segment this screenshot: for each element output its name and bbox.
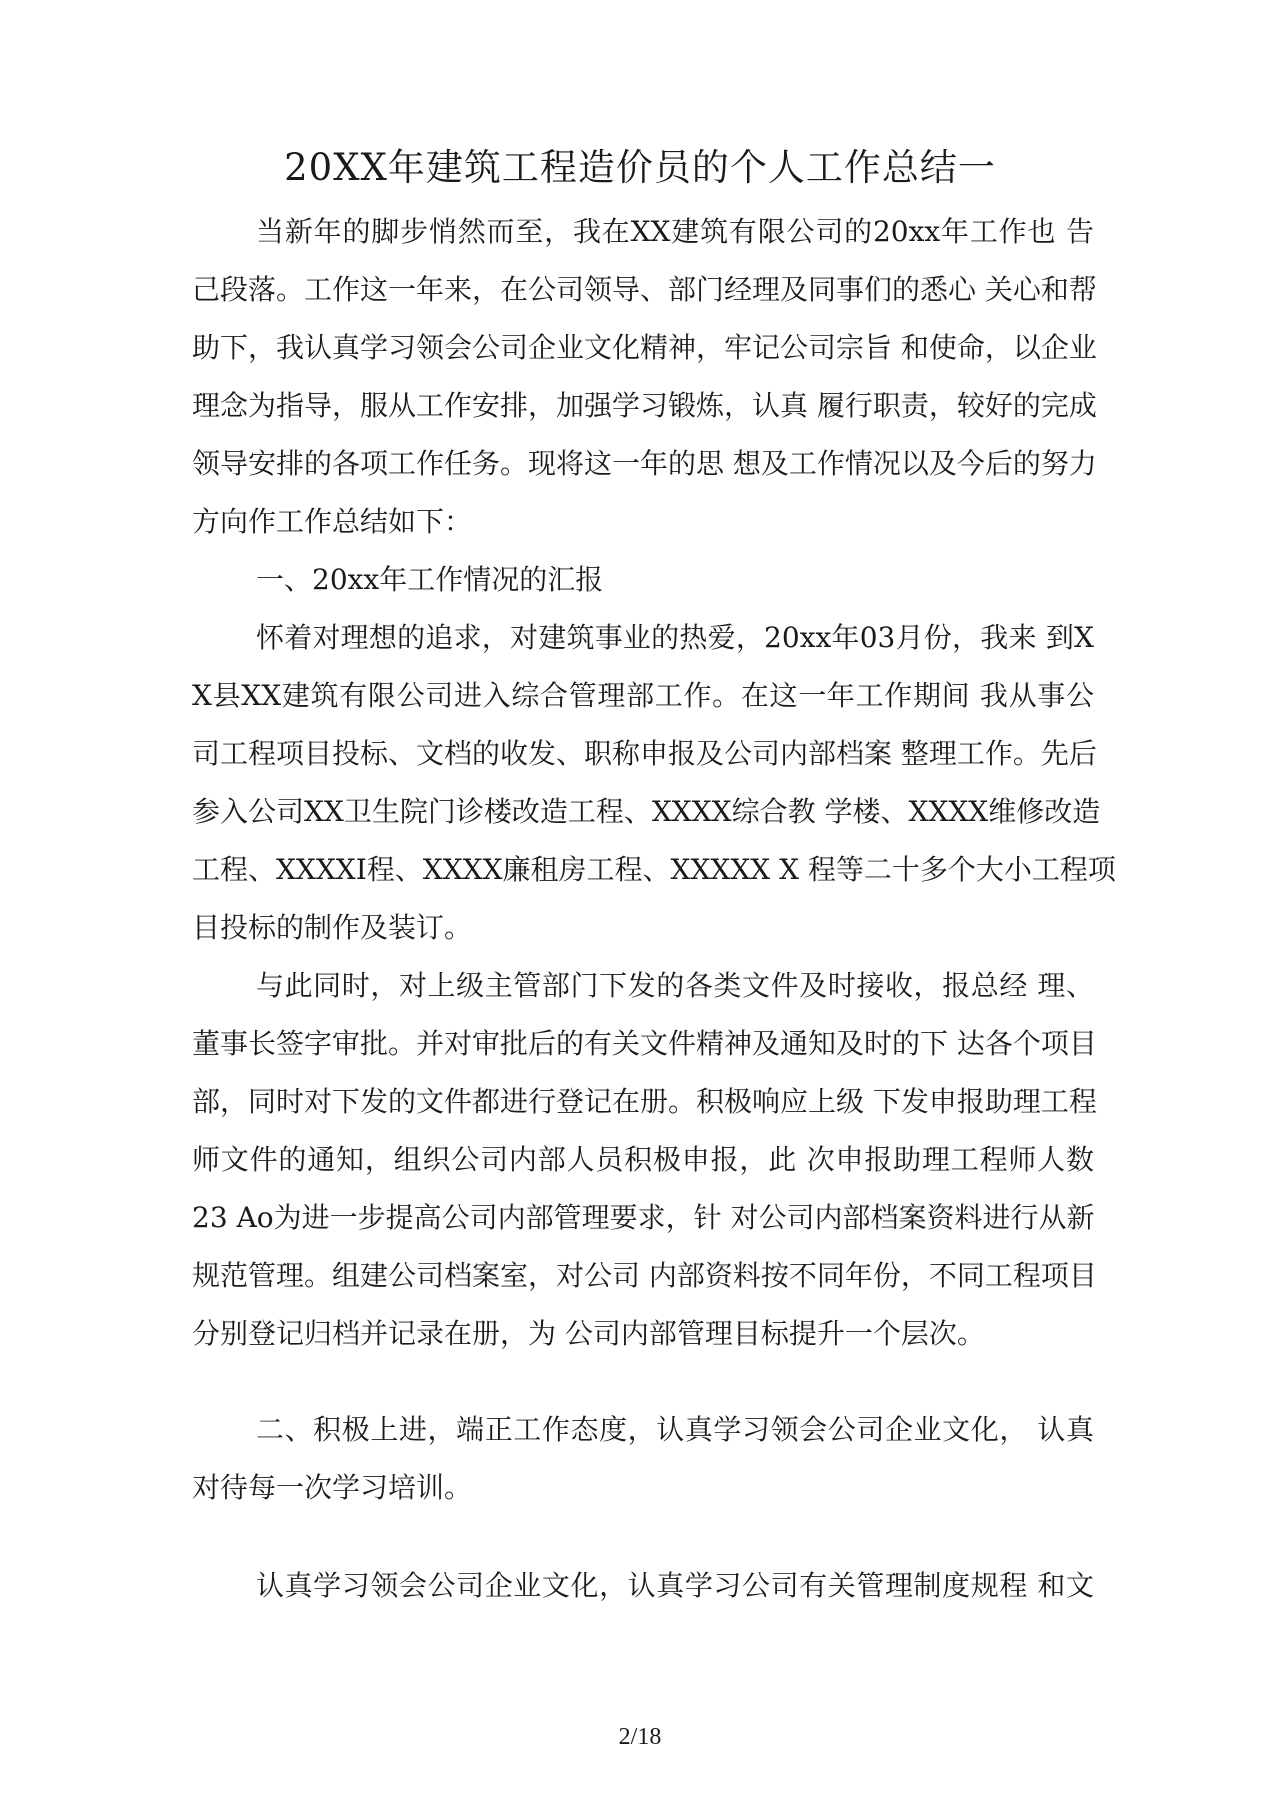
paragraph-line: 部，同时对下发的文件都进行登记在册。积极响应上级 下发申报助理工程 [192, 1085, 1097, 1118]
paragraph-line: 领导安排的各项工作任务。现将这一年的思 想及工作情况以及今后的努力 [192, 447, 1097, 480]
page-number: 2/18 [618, 1724, 662, 1750]
paragraph-line: 目投标的制作及装订。 [192, 911, 473, 944]
paragraph-line: 怀着对理想的追求，对建筑事业的热爱，20xx年03月份，我来 到X [256, 621, 1094, 654]
paragraph-line: X县XX建筑有限公司进入综合管理部工作。在这一年工作期间 我从事公 [192, 679, 1094, 712]
paragraph-line: 助下，我认真学习领会公司企业文化精神，牢记公司宗旨 和使命，以企业 [192, 331, 1097, 364]
paragraph-line: 与此同时，对上级主管部门下发的各类文件及时接收，报总经 理、 [256, 969, 1094, 1002]
section-heading: 一、20xx年工作情况的汇报 [256, 563, 604, 596]
paragraph-line: 参入公司XX卫生院门诊楼改造工程、XXXX综合教 学楼、XXXX维修改造 [192, 795, 1101, 828]
paragraph-line: 工程、XXXXI程、XXXX廉租房工程、XXXXX X 程等二十多个大小工程项 [192, 853, 1116, 886]
document-title: 20XX年建筑工程造价员的个人工作总结一 [284, 146, 996, 189]
paragraph-line: 分别登记归档并记录在册，为 公司内部管理目标提升一个层次。 [192, 1317, 985, 1350]
paragraph-line: 方向作工作总结如下： [192, 505, 473, 538]
section-heading: 对待每一次学习培训。 [192, 1471, 473, 1504]
paragraph-line: 认真学习领会公司企业文化，认真学习公司有关管理制度规程 和文 [256, 1569, 1094, 1602]
paragraph-line: 己段落。工作这一年来，在公司领导、部门经理及同事们的悉心 关心和帮 [192, 273, 1097, 306]
section-heading: 二、积极上进，端正工作态度，认真学习领会公司企业文化， 认真 [256, 1413, 1094, 1446]
paragraph-line: 当新年的脚步悄然而至，我在XX建筑有限公司的20xx年工作也 告 [256, 215, 1094, 248]
paragraph-line: 23 Ao为进一步提高公司内部管理要求，针 对公司内部档案资料进行从新 [192, 1201, 1095, 1234]
paragraph-line: 规范管理。组建公司档案室，对公司 内部资料按不同年份，不同工程项目 [192, 1259, 1097, 1292]
paragraph-line: 理念为指导，服从工作安排，加强学习锻炼，认真 履行职责，较好的完成 [192, 389, 1097, 422]
paragraph-line: 董事长签字审批。并对审批后的有关文件精神及通知及时的下 达各个项目 [192, 1027, 1097, 1060]
paragraph-line: 司工程项目投标、文档的收发、职称申报及公司内部档案 整理工作。先后 [192, 737, 1097, 770]
paragraph-line: 师文件的通知，组织公司内部人员积极申报，此 次申报助理工程师人数 [192, 1143, 1094, 1176]
